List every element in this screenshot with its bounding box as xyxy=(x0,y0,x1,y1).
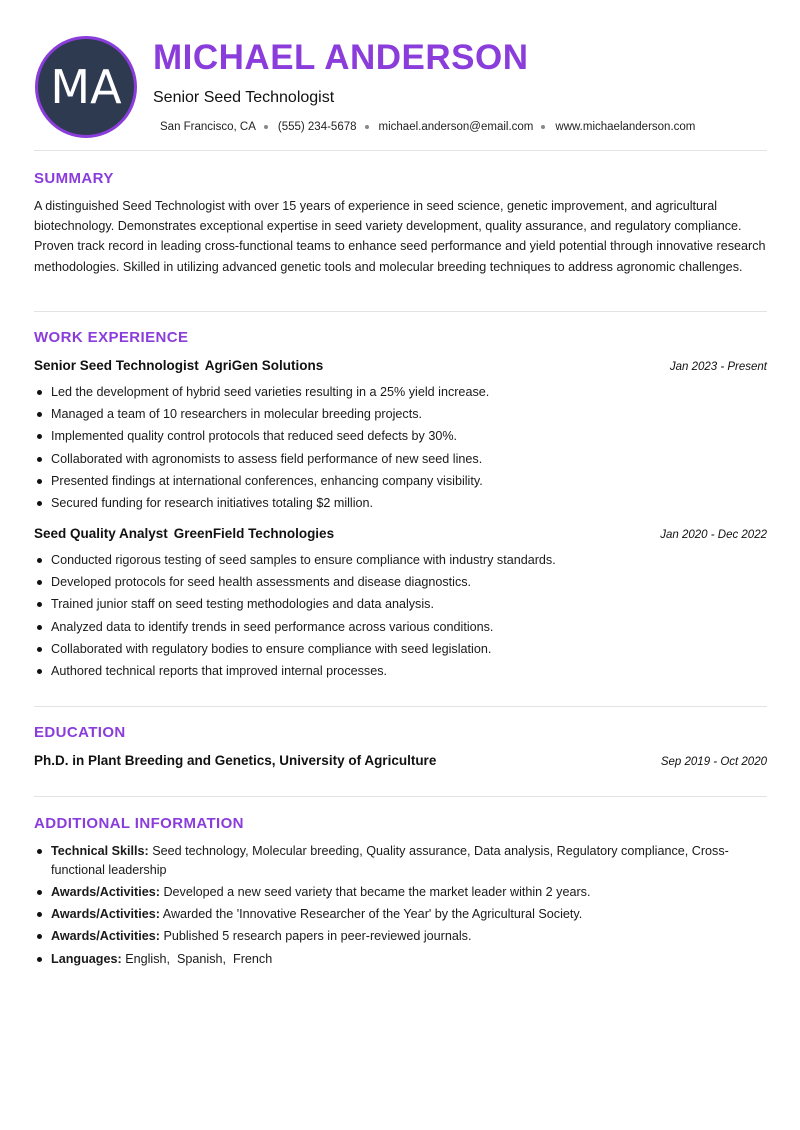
job-role: Senior Seed Technologist xyxy=(34,358,199,373)
list-item: Secured funding for research initiatives totaling $2 million. xyxy=(34,492,767,514)
info-label: Technical Skills: xyxy=(51,844,149,858)
list-item xyxy=(34,927,767,946)
contact-email[interactable]: michael.anderson@email.com xyxy=(378,121,534,133)
contact-location: San Francisco, CA xyxy=(160,121,256,133)
job-bullets xyxy=(34,381,767,514)
divider xyxy=(34,796,767,797)
education-dates: Sep 2019 - Oct 2020 xyxy=(660,756,767,768)
education-entry xyxy=(34,753,767,768)
summary-text: A distinguished Seed Technologist with over 15 years of experience in seed science, genetic improvement, and agricultural biotechnology. Demonstrates exceptional expertise in seed variety development, quality assurance, and regulatory compliance. Proven track record in leading cross-functional teams to enhance seed performance and yield potential through innovative research methodologies. Skilled in utilizing advanced genetic tools and molecular breeding techniques to address agronomic challenges. xyxy=(34,199,766,274)
additional-heading: ADDITIONAL INFORMATION xyxy=(34,815,244,832)
list-item: Developed protocols for seed health assessments and disease diagnostics. xyxy=(34,571,767,593)
info-text: Developed a new seed variety that became the market leader within 2 years. xyxy=(163,885,591,899)
list-item: Presented findings at international conferences, enhancing company visibility. xyxy=(34,470,767,492)
divider xyxy=(34,706,767,707)
job-role: Seed Quality Analyst xyxy=(34,526,168,541)
list-item: Authored technical reports that improved internal processes. xyxy=(34,660,767,682)
list-item: Led the development of hybrid seed varieties resulting in a 25% yield increase. xyxy=(34,381,767,403)
list-item: Trained junior staff on seed testing methodologies and data analysis. xyxy=(34,593,767,615)
contact-phone[interactable]: (555) 234-5678 xyxy=(277,121,357,133)
job-company: AgriGen Solutions xyxy=(204,358,324,373)
avatar xyxy=(35,36,137,138)
summary-heading: SUMMARY xyxy=(34,170,114,187)
avatar-initials: MA xyxy=(50,60,122,114)
candidate-title: Senior Seed Technologist xyxy=(153,89,335,106)
separator-dot xyxy=(541,125,545,129)
contact-website[interactable]: www.michaelanderson.com xyxy=(555,121,696,133)
info-label: Awards/Activities: xyxy=(51,929,160,943)
job-header xyxy=(34,526,767,541)
separator-dot xyxy=(365,125,369,129)
candidate-name: MICHAEL ANDERSON xyxy=(153,38,529,77)
info-text: Awarded the 'Innovative Researcher of the Year' by the Agricultural Society. xyxy=(162,907,583,921)
job-role-line xyxy=(34,526,334,541)
education-heading: EDUCATION xyxy=(34,724,126,741)
info-label: Awards/Activities: xyxy=(51,885,160,899)
list-item: Managed a team of 10 researchers in molecular breeding projects. xyxy=(34,403,767,425)
info-label: Awards/Activities: xyxy=(51,907,160,921)
list-item: Analyzed data to identify trends in seed performance across various conditions. xyxy=(34,616,767,638)
job-dates: Jan 2020 - Dec 2022 xyxy=(660,529,767,541)
info-text: English, Spanish, French xyxy=(125,952,273,966)
info-text: Seed technology, Molecular breeding, Quality assurance, Data analysis, Regulatory compliance, Cross-functional leadership xyxy=(51,844,729,877)
list-item: Conducted rigorous testing of seed samples to ensure compliance with industry standards. xyxy=(34,549,767,571)
job-dates: Jan 2023 - Present xyxy=(669,361,767,373)
experience-heading: WORK EXPERIENCE xyxy=(34,329,189,346)
separator-dot xyxy=(264,125,268,129)
divider xyxy=(34,150,767,151)
list-item: Collaborated with regulatory bodies to ensure compliance with seed legislation. xyxy=(34,638,767,660)
list-item: Implemented quality control protocols that reduced seed defects by 30%. xyxy=(34,425,767,447)
list-item xyxy=(34,842,767,880)
job-company: GreenField Technologies xyxy=(173,526,335,541)
job-header xyxy=(34,358,767,373)
list-item xyxy=(34,883,767,902)
contact-bar xyxy=(160,121,695,133)
info-text: Published 5 research papers in peer-reviewed journals. xyxy=(163,929,472,943)
job-role-line xyxy=(34,358,323,373)
list-item: Collaborated with agronomists to assess field performance of new seed lines. xyxy=(34,448,767,470)
education-degree: Ph.D. in Plant Breeding and Genetics, University of Agriculture xyxy=(34,753,437,768)
additional-list xyxy=(34,842,767,972)
list-item xyxy=(34,905,767,924)
info-label: Languages: xyxy=(51,952,122,966)
list-item xyxy=(34,950,767,969)
divider xyxy=(34,311,767,312)
job-bullets xyxy=(34,549,767,682)
